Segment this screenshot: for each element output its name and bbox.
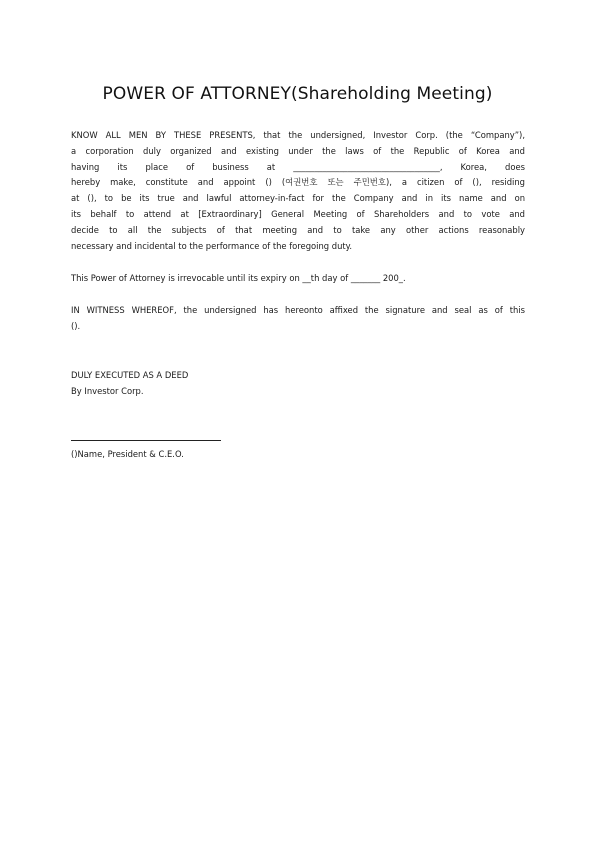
executed-as-deed: DULY EXECUTED AS A DEED — [71, 370, 189, 380]
paragraph-line: decide to all the subjects of that meeting and to take any other actions reasonably — [71, 224, 525, 235]
irrevocable-clause — [71, 271, 525, 287]
execution-block — [71, 367, 188, 400]
witness-line: (). — [71, 320, 81, 331]
signature-line — [71, 440, 221, 441]
witness-clause — [71, 303, 525, 335]
main-paragraph — [71, 128, 525, 270]
paragraph-line: KNOW ALL MEN BY THESE PRESENTS, that the undersigned, Investor Corp. (the “Company”), — [71, 130, 525, 140]
document-title: POWER OF ATTORNEY(Shareholding Meeting) — [102, 84, 493, 104]
signatory-name: ()Name, President & C.E.O. — [71, 449, 184, 459]
paragraph-line: its behalf to attend at [Extraordinary] General Meeting of Shareholders and to vote and — [71, 208, 525, 219]
paragraph-line: at (), to be its true and lawful attorney-in-fact for the Company and in its name and on — [71, 193, 525, 204]
paragraph-line: hereby make, constitute and appoint () (여권번호 또는 주민번호), a citizen of (), residing — [71, 177, 525, 188]
witness-line: IN WITNESS WHEREOF, the undersigned has hereonto affixed the signature and seal as of this — [71, 305, 525, 315]
paragraph-line: having its place of business at ___________________________________, Korea, does — [71, 161, 525, 172]
paragraph-line: a corporation duly organized and existing under the laws of the Republic of Korea and — [71, 145, 525, 156]
executed-by: By Investor Corp. — [71, 386, 144, 397]
paragraph-line: necessary and incidental to the performance of the foregoing duty. — [71, 240, 353, 251]
irrevocable-text: This Power of Attorney is irrevocable until its expiry on __th day of _______ 200_. — [71, 273, 406, 283]
